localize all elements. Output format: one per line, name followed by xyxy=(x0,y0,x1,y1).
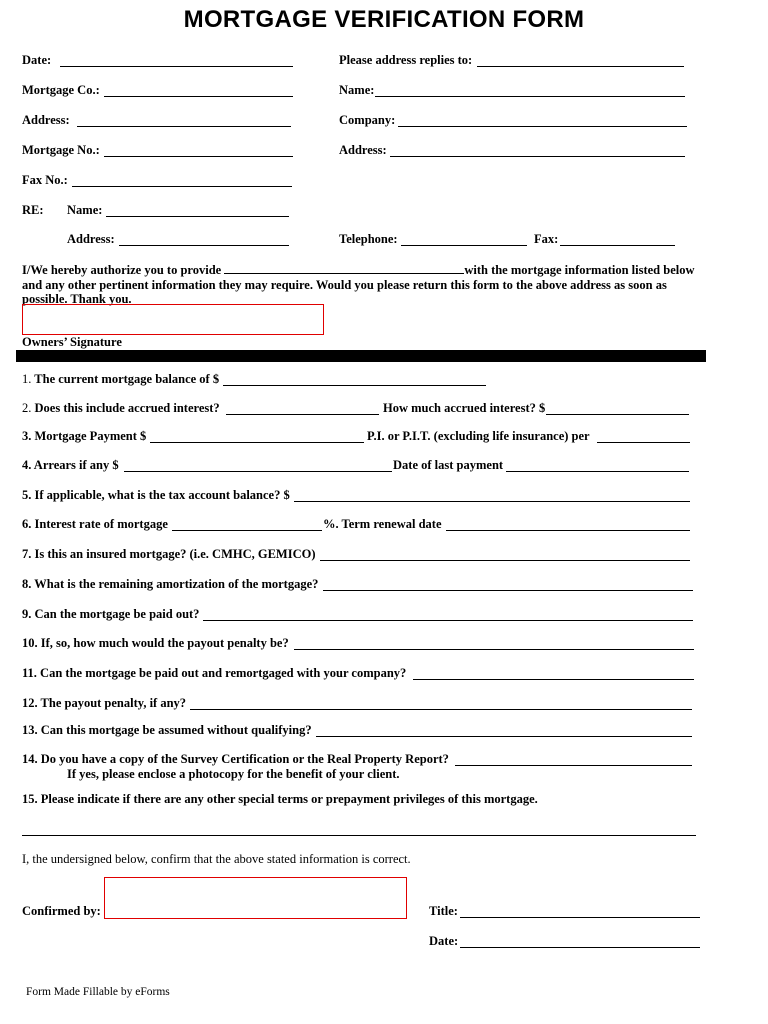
name-field[interactable] xyxy=(375,96,685,97)
q10-field[interactable] xyxy=(294,649,694,650)
re-address-field[interactable] xyxy=(119,245,289,246)
owners-signature-field[interactable] xyxy=(22,304,324,335)
q14-field[interactable] xyxy=(455,765,692,766)
q15-field[interactable] xyxy=(22,835,696,836)
confirmed-by-signature-field[interactable] xyxy=(104,877,407,919)
telephone-field[interactable] xyxy=(401,245,527,246)
q2b-field[interactable] xyxy=(546,414,689,415)
date-bottom-label: Date: xyxy=(429,934,459,948)
q14-label: 14. Do you have a copy of the Survey Certification or the Real Property Report? xyxy=(22,752,449,766)
q5-label: 5. If applicable, what is the tax account balance? $ xyxy=(22,488,290,502)
date-field[interactable] xyxy=(60,66,293,67)
confirmed-by-label: Confirmed by: xyxy=(22,904,101,918)
re-name-field[interactable] xyxy=(106,216,289,217)
fax-no-field[interactable] xyxy=(72,186,292,187)
confirmation-text: I, the undersigned below, confirm that the above stated information is correct. xyxy=(22,852,411,866)
q8-label: 8. What is the remaining amortization of the mortgage? xyxy=(22,577,319,591)
re-label: RE: xyxy=(22,203,44,217)
owners-signature-label: Owners’ Signature xyxy=(22,335,122,349)
date-bottom-field[interactable] xyxy=(460,947,700,948)
q2a-field[interactable] xyxy=(226,414,379,415)
q6a-label: 6. Interest rate of mortgage xyxy=(22,517,168,531)
reply-to-field[interactable] xyxy=(477,66,684,67)
q7-label: 7. Is this an insured mortgage? (i.e. CMHC, GEMICO) xyxy=(22,547,316,561)
fax-no-label: Fax No.: xyxy=(22,173,68,187)
re-name-label: Name: xyxy=(67,203,103,217)
q4b-label: Date of last payment xyxy=(393,458,504,472)
q12-label: 12. The payout penalty, if any? xyxy=(22,696,187,710)
mortgage-co-label: Mortgage Co.: xyxy=(22,83,100,97)
q2b-label: How much accrued interest? $ xyxy=(383,401,546,415)
q1-label: The current mortgage balance of $ xyxy=(34,372,220,386)
address-label: Address: xyxy=(22,113,70,127)
q5-field[interactable] xyxy=(294,501,690,502)
q12-field[interactable] xyxy=(190,709,692,710)
authorization-part1: I/We hereby authorize you to provide xyxy=(22,263,225,277)
company-address-field[interactable] xyxy=(390,156,685,157)
company-label: Company: xyxy=(339,113,396,127)
q4b-field[interactable] xyxy=(506,471,689,472)
q11-label: 11. Can the mortgage be paid out and remortgaged with your company? xyxy=(22,666,407,680)
title-field[interactable] xyxy=(460,917,700,918)
authorization-text xyxy=(22,262,702,307)
fax-field[interactable] xyxy=(560,245,675,246)
q4a-field[interactable] xyxy=(124,471,392,472)
q7-field[interactable] xyxy=(320,560,690,561)
mortgage-no-field[interactable] xyxy=(104,156,293,157)
q13-label: 13. Can this mortgage be assumed without qualifying? xyxy=(22,723,312,737)
date-label: Date: xyxy=(22,53,52,67)
q3b-label: P.I. or P.I.T. (excluding life insurance) per xyxy=(367,429,590,443)
q1-field[interactable] xyxy=(223,385,486,386)
q6b-label: %. Term renewal date xyxy=(323,517,442,531)
q9-label: 9. Can the mortgage be paid out? xyxy=(22,607,200,621)
title-label: Title: xyxy=(429,904,458,918)
form-title: MORTGAGE VERIFICATION FORM xyxy=(183,6,585,33)
q8-field[interactable] xyxy=(323,590,693,591)
mortgage-no-label: Mortgage No.: xyxy=(22,143,100,157)
telephone-label: Telephone: xyxy=(339,232,398,246)
q11-field[interactable] xyxy=(413,679,694,680)
q2-number: 2. xyxy=(22,401,32,415)
q9-field[interactable] xyxy=(203,620,693,621)
q2a-label: Does this include accrued interest? xyxy=(34,401,220,415)
company-address-label: Address: xyxy=(339,143,387,157)
q6a-field[interactable] xyxy=(172,530,322,531)
section-divider xyxy=(16,350,706,362)
q4a-label: 4. Arrears if any $ xyxy=(22,458,119,472)
q1-number: 1. xyxy=(22,372,32,386)
name-label: Name: xyxy=(339,83,375,97)
footer-text: Form Made Fillable by eForms xyxy=(26,986,170,998)
fax-label: Fax: xyxy=(534,232,559,246)
authorization-part2: with the mortgage information listed below and any other pertinent information they may require. Would you please return this form to the above address as soon as possible. Thank you. xyxy=(22,263,695,306)
q3b-field[interactable] xyxy=(597,442,690,443)
q6b-field[interactable] xyxy=(446,530,690,531)
q15-label: 15. Please indicate if there are any other special terms or prepayment privileges of this mortgage. xyxy=(22,792,538,806)
q3a-field[interactable] xyxy=(150,442,364,443)
company-field[interactable] xyxy=(398,126,687,127)
q13-field[interactable] xyxy=(316,736,692,737)
mortgage-co-field[interactable] xyxy=(104,96,293,97)
q10-label: 10. If, so, how much would the payout penalty be? xyxy=(22,636,289,650)
q3a-label: 3. Mortgage Payment $ xyxy=(22,429,147,443)
re-address-label: Address: xyxy=(67,232,115,246)
authorized-party-field[interactable] xyxy=(224,262,464,274)
reply-to-label: Please address replies to: xyxy=(339,53,473,67)
address-field[interactable] xyxy=(77,126,291,127)
q14-note: If yes, please enclose a photocopy for the benefit of your client. xyxy=(67,767,400,781)
